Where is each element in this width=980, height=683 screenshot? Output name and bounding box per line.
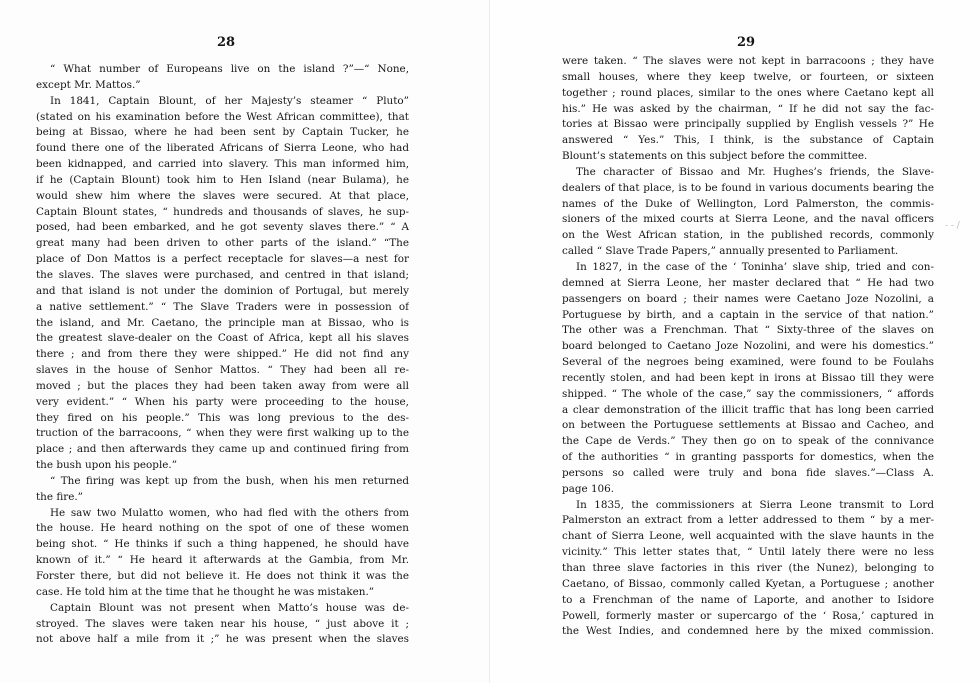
text-line: vicinity.” This letter states that, “ Until lately there were no less <box>562 546 934 559</box>
text-line: answered “ Yes.” This, I think, is the substance of Captain <box>562 134 934 147</box>
text-line: demned at Sierra Leone, her master declared that “ He had two <box>562 276 934 289</box>
page-number: 28 <box>217 35 236 50</box>
text-line: In 1827, in the case of the ‘ Toninha’ slave ship, tried and con- <box>576 260 934 273</box>
text-line: they fired on his people.” This was long previous to the des- <box>36 411 409 424</box>
text-line: a native settlement.” “ The Slave Traders were in possession of <box>36 300 409 313</box>
text-line: In 1841, Captain Blount, of her Majesty’s steamer “ Pluto” <box>50 94 409 107</box>
text-line: and that island is not under the dominion of Portugal, but merely <box>36 284 409 297</box>
text-line: The other was a Frenchman. That “ Sixty-three of the slaves on <box>562 324 934 337</box>
text-line: not above half a mile from it ;” he was present when the slaves <box>36 633 409 646</box>
text-line: together ; round places, similar to the ones where Caetano kept all <box>562 86 934 99</box>
text-line: the island, and Mr. Caetano, the principle man at Bissao, who is <box>36 316 409 329</box>
text-line: “ What number of Europeans live on the island ?”—“ None, <box>50 63 409 75</box>
text-line: being shot. “ He thinks if such a thing happened, he should have <box>36 538 409 551</box>
text-line: (stated on his examination before the West African committee), that <box>36 110 409 123</box>
text-line: recently stolen, and had been kept in irons at Bissao till they were <box>562 371 934 384</box>
text-line: Blount’s statements on this subject before the committee. <box>562 150 868 163</box>
text-line: the bush upon his people.” <box>36 459 178 472</box>
text-line: on between the Portuguese settlements at Bissao and Cacheo, and <box>562 419 934 432</box>
text-line: place ; and then afterwards they came up and continued firing from <box>36 443 409 456</box>
text-line: He saw two Mulatto women, who had fled with the others from <box>50 506 409 519</box>
text-line: Caetano, of Bissao, commonly called Kyetan, a Portuguese ; another <box>562 577 934 590</box>
text-line: persons so called were truly and bona fide slaves.”—Class A. <box>562 466 934 479</box>
text-line: Captain Blount states, “ hundreds and thousands of slaves, he sup- <box>36 205 409 218</box>
text-line: the Cape de Verds.” They then go on to speak of the connivance <box>562 435 934 448</box>
text-line: posed, had been embarked, and he got seventy slaves there.” “ A <box>36 221 409 234</box>
text-line: Palmerston an extract from a letter addressed to them “ by a mer- <box>562 514 934 527</box>
text-line: names of the Duke of Wellington, Lord Palmerston, the commis- <box>562 197 934 210</box>
text-line: “ The firing was kept up from the bush, when his men returned <box>50 474 409 487</box>
page-number: 29 <box>737 35 756 50</box>
body-text <box>36 62 409 648</box>
text-line: a clear demonstration of the illicit traffic that has long been carried <box>562 403 934 416</box>
text-line: very evident.” “ When his party were proceeding to the house, <box>36 395 409 408</box>
text-line: being at Bissao, where he had been sent by Captain Tucker, he <box>36 126 409 139</box>
text-line: the West Indies, and condemned here by the mixed commission. <box>562 625 934 638</box>
text-line: there ; and from there they were shipped.” He did not find any <box>36 348 409 361</box>
text-line: shipped. “ The whole of the case,” say the commissioners, “ affords <box>562 387 934 400</box>
text-line: would shew him where the slaves were secured. At that place, <box>36 189 409 202</box>
body-text <box>562 54 934 640</box>
text-line: the house. He heard nothing on the spot of one of these women <box>36 522 409 535</box>
text-line: sioners of the mixed courts at Sierra Leone, and the naval officers <box>562 213 934 226</box>
text-line: the greatest slave-dealer on the Coast of Africa, kept all his slaves <box>36 332 409 345</box>
text-line: chant of Sierra Leone, well acquainted with the slave haunts in the <box>562 530 934 543</box>
text-line: In 1835, the commissioners at Sierra Leone transmit to Lord <box>576 498 934 511</box>
text-line: passengers on board ; their names were Caetano Joze Nozolini, a <box>562 292 934 305</box>
text-line: his.” He was asked by the chairman, “ If he did not say the fac- <box>562 102 934 115</box>
text-line: page 106. <box>562 482 615 495</box>
text-line: known of it.” “ He heard it afterwards at the Gambia, from Mr. <box>36 554 409 567</box>
text-line: Captain Blount was not present when Matto’s house was de- <box>50 601 409 614</box>
text-line: Several of the negroes being examined, were found to be Foulahs <box>562 356 934 369</box>
margin-mark-icon: ‐ ‐ / <box>945 221 960 231</box>
text-line: The character of Bissao and Mr. Hughes’s friends, the Slave- <box>576 165 934 178</box>
text-line: tories at Bissao were principally supplied by English vessels ?” He <box>562 118 934 131</box>
text-line: of the authorities “ in granting passports for domestics, when the <box>562 451 934 464</box>
text-line: the fire.” <box>36 490 83 503</box>
text-line: called “ Slave Trade Papers,” annually presented to Parliament. <box>562 245 899 258</box>
text-line: except Mr. Mattos.” <box>36 78 141 91</box>
text-line: on the West African station, in the published records, commonly <box>562 229 934 242</box>
text-line: were taken. “ The slaves were not kept in barracoons ; they have <box>562 55 934 67</box>
text-line: if he (Captain Blount) took him to Hen Island (near Bulama), he <box>36 173 409 186</box>
text-line: small houses, where they keep twelve, or fourteen, or sixteen <box>562 70 934 83</box>
text-line: moved ; but the places they had been taken away from were all <box>36 379 409 392</box>
text-line: stroyed. The slaves were taken near his house, “ just above it ; <box>36 617 409 630</box>
text-line: case. He told him at the time that he thought he was mistaken.” <box>36 585 375 598</box>
text-line: than three slave factories in this river (the Nunez), belonging to <box>562 562 934 574</box>
right-page <box>490 0 980 683</box>
text-line: dealers of that place, is to be found in various documents bearing the <box>562 181 934 194</box>
text-line: board belonged to Caetano Joze Nozolini, and were his domestics.” <box>562 340 934 353</box>
text-line: the slaves. The slaves were purchased, and centred in that island; <box>36 268 409 281</box>
text-line: Forster there, but did not believe it. He does not think it was the <box>36 570 409 582</box>
text-line: Powell, formerly master or supercargo of the ‘ Rosa,’ captured in <box>562 609 934 622</box>
text-line: slaves in the house of Senhor Mattos. “ They had been all re- <box>36 364 409 377</box>
text-line: found there one of the liberated Africans of Sierra Leone, who had <box>36 142 409 155</box>
text-line: truction of the barracoons, “ when they were first walking up to the <box>36 427 409 440</box>
text-line: Portuguese by birth, and a captain in the service of that nation.” <box>562 308 934 321</box>
text-line: to a Frenchman of the name of Laporte, and another to Isidore <box>562 593 934 606</box>
text-line: been kidnapped, and carried into slavery. This man informed him, <box>36 158 409 171</box>
text-line: great many had been driven to other parts of the island.” “The <box>36 237 409 250</box>
text-line: place of Don Mattos is a perfect receptacle for slaves—a nest for <box>36 253 409 266</box>
